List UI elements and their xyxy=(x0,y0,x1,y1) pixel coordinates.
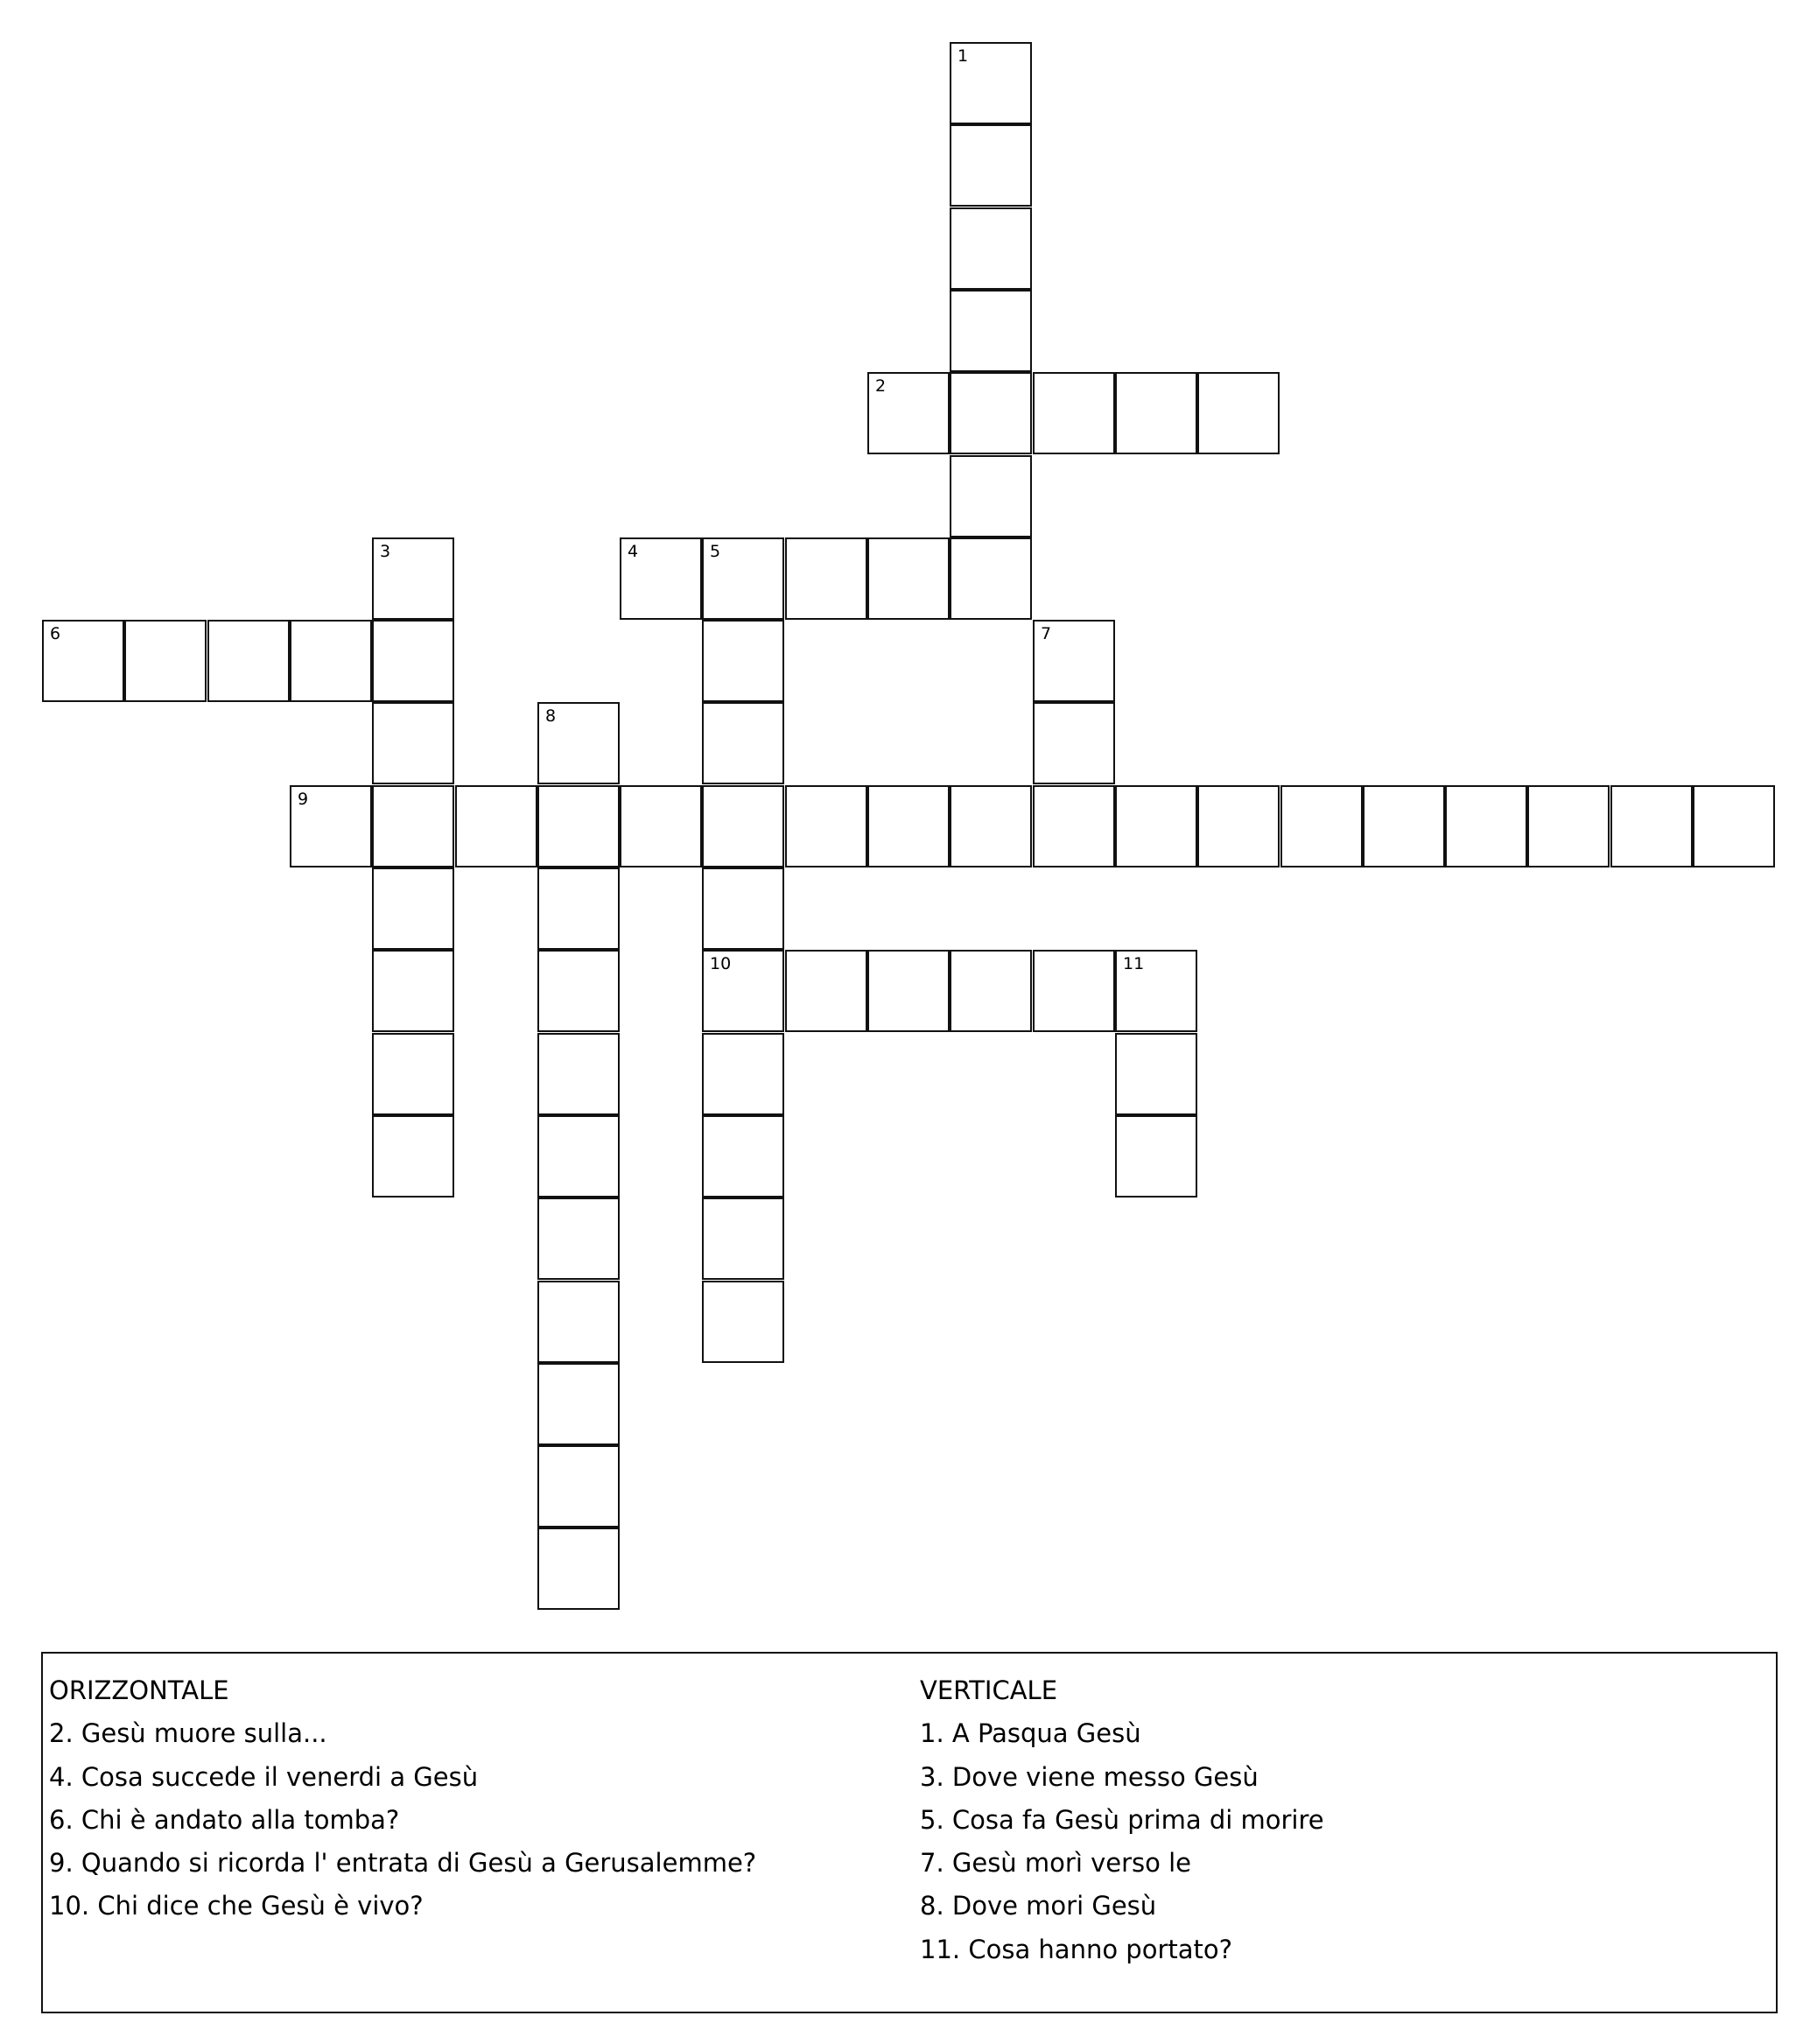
grid-cell[interactable] xyxy=(950,537,1032,620)
grid-cell-9[interactable] xyxy=(290,785,372,867)
grid-cell-1[interactable] xyxy=(950,42,1032,124)
clues-box xyxy=(41,1652,1778,2013)
grid-cell[interactable] xyxy=(537,950,620,1032)
grid-cell[interactable] xyxy=(1115,1033,1197,1115)
clue-number: 5 xyxy=(710,542,721,561)
grid-cell[interactable] xyxy=(290,620,372,702)
grid-cell-10[interactable] xyxy=(702,950,784,1032)
grid-cell[interactable] xyxy=(537,1115,620,1198)
grid-cell[interactable] xyxy=(702,1115,784,1198)
grid-cell[interactable] xyxy=(455,785,537,867)
grid-cell[interactable] xyxy=(372,702,454,784)
grid-cell[interactable] xyxy=(1363,785,1445,867)
grid-cell[interactable] xyxy=(372,1115,454,1198)
grid-cell[interactable] xyxy=(537,867,620,950)
clue-number: 6 xyxy=(50,624,61,643)
down-clue: 8. Dove mori Gesù xyxy=(920,1891,1157,1921)
grid-cell[interactable] xyxy=(950,290,1032,372)
grid-cell[interactable] xyxy=(702,702,784,784)
down-clue: 5. Cosa fa Gesù prima di morire xyxy=(920,1804,1324,1835)
grid-cell[interactable] xyxy=(207,620,290,702)
across-clue: 2. Gesù muore sulla... xyxy=(49,1718,327,1749)
grid-cell[interactable] xyxy=(950,950,1032,1032)
grid-cell[interactable] xyxy=(785,537,867,620)
grid-cell-8[interactable] xyxy=(537,702,620,784)
grid-cell[interactable] xyxy=(372,1033,454,1115)
grid-cell[interactable] xyxy=(1610,785,1693,867)
grid-cell[interactable] xyxy=(1197,785,1280,867)
grid-cell[interactable] xyxy=(1527,785,1610,867)
grid-cell[interactable] xyxy=(702,1033,784,1115)
grid-cell[interactable] xyxy=(867,537,950,620)
across-clue: 10. Chi dice che Gesù è vivo? xyxy=(49,1891,424,1921)
grid-cell[interactable] xyxy=(1693,785,1775,867)
grid-cell-11[interactable] xyxy=(1115,950,1197,1032)
grid-cell-2[interactable] xyxy=(867,372,950,454)
grid-cell[interactable] xyxy=(537,785,620,867)
grid-cell[interactable] xyxy=(950,455,1032,537)
grid-cell[interactable] xyxy=(372,867,454,950)
grid-cell-7[interactable] xyxy=(1033,620,1115,702)
across-clue: 9. Quando si ricorda l' entrata di Gesù a Gerusalemme? xyxy=(49,1848,757,1879)
grid-cell-5[interactable] xyxy=(702,537,784,620)
grid-cell[interactable] xyxy=(372,950,454,1032)
clue-number: 2 xyxy=(875,376,887,396)
grid-cell[interactable] xyxy=(867,785,950,867)
grid-cell[interactable] xyxy=(785,950,867,1032)
grid-cell[interactable] xyxy=(702,1281,784,1363)
across-heading: ORIZZONTALE xyxy=(49,1675,229,1705)
down-clue: 11. Cosa hanno portato? xyxy=(920,1934,1233,1964)
clue-number: 10 xyxy=(710,954,732,973)
grid-cell[interactable] xyxy=(785,785,867,867)
grid-cell[interactable] xyxy=(702,785,784,867)
clue-number: 7 xyxy=(1041,624,1052,643)
grid-cell[interactable] xyxy=(372,785,454,867)
clue-number: 3 xyxy=(380,542,391,561)
grid-cell[interactable] xyxy=(537,1033,620,1115)
grid-cell[interactable] xyxy=(950,785,1032,867)
grid-cell[interactable] xyxy=(1115,1115,1197,1198)
down-clue: 3. Dove viene messo Gesù xyxy=(920,1761,1259,1792)
grid-cell[interactable] xyxy=(537,1363,620,1445)
grid-cell[interactable] xyxy=(1033,950,1115,1032)
grid-cell-6[interactable] xyxy=(42,620,124,702)
across-clue: 4. Cosa succede il venerdi a Gesù xyxy=(49,1761,479,1792)
grid-cell[interactable] xyxy=(620,785,702,867)
down-heading: VERTICALE xyxy=(920,1675,1058,1705)
grid-cell[interactable] xyxy=(702,867,784,950)
clue-number: 1 xyxy=(958,46,969,66)
clue-number: 9 xyxy=(298,790,309,809)
grid-cell[interactable] xyxy=(950,207,1032,290)
grid-cell[interactable] xyxy=(867,950,950,1032)
grid-cell[interactable] xyxy=(1197,372,1280,454)
down-clues xyxy=(920,1669,1324,1971)
grid-cell-3[interactable] xyxy=(372,537,454,620)
grid-cell[interactable] xyxy=(1033,372,1115,454)
across-clues xyxy=(49,1669,756,1928)
across-clue: 6. Chi è andato alla tomba? xyxy=(49,1804,400,1835)
grid-cell[interactable] xyxy=(537,1281,620,1363)
clue-number: 11 xyxy=(1123,954,1145,973)
down-clue: 1. A Pasqua Gesù xyxy=(920,1718,1141,1749)
grid-cell[interactable] xyxy=(1033,702,1115,784)
grid-cell[interactable] xyxy=(1033,785,1115,867)
grid-cell[interactable] xyxy=(950,372,1032,454)
down-clue: 7. Gesù morì verso le xyxy=(920,1848,1191,1879)
grid-cell[interactable] xyxy=(1115,785,1197,867)
grid-cell[interactable] xyxy=(537,1445,620,1528)
grid-cell[interactable] xyxy=(702,1198,784,1280)
clue-number: 4 xyxy=(628,542,639,561)
grid-cell[interactable] xyxy=(372,620,454,702)
grid-cell[interactable] xyxy=(124,620,207,702)
grid-cell[interactable] xyxy=(1280,785,1363,867)
grid-cell-4[interactable] xyxy=(620,537,702,620)
grid-cell[interactable] xyxy=(702,620,784,702)
grid-cell[interactable] xyxy=(537,1198,620,1280)
grid-cell[interactable] xyxy=(1115,372,1197,454)
grid-cell[interactable] xyxy=(950,124,1032,207)
grid-cell[interactable] xyxy=(1445,785,1527,867)
grid-cell[interactable] xyxy=(537,1528,620,1610)
clue-number: 8 xyxy=(545,706,557,726)
